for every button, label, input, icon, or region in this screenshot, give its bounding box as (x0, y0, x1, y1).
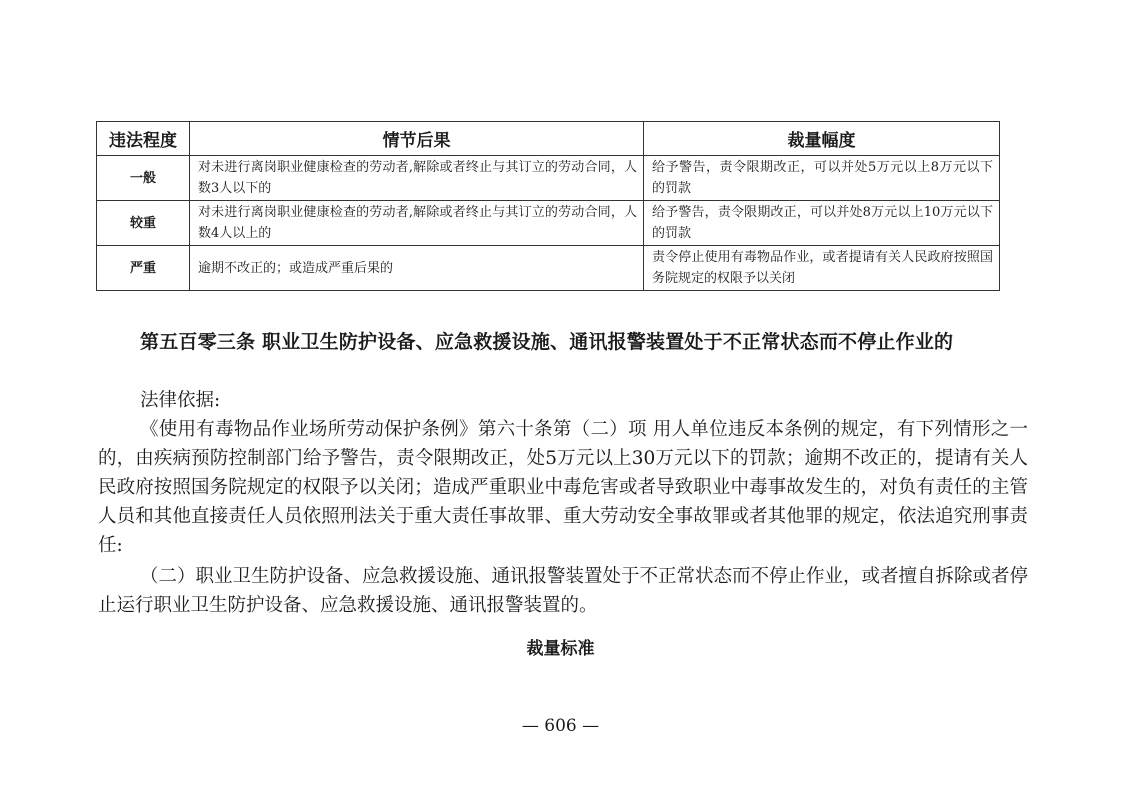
table-row (97, 246, 1000, 291)
table-row (97, 156, 1000, 201)
table-row (97, 201, 1000, 246)
row-circumstance: 逾期不改正的；或造成严重后果的 (190, 246, 644, 291)
regulation-item-text: （二）职业卫生防护设备、应急救援设施、通讯报警装置处于不正常状态而不停止作业，或者擅自拆除或者停止运行职业卫生防护设备、应急救援设施、通讯报警装置的。 (98, 566, 1029, 616)
row-circumstance: 对未进行离岗职业健康检查的劳动者,解除或者终止与其订立的劳动合同，人数4人以上的 (190, 201, 644, 246)
row-level: 一般 (97, 156, 190, 201)
discretion-standards-table (96, 121, 1000, 291)
row-penalty: 给予警告，责令限期改正，可以并处5万元以上8万元以下的罚款 (644, 156, 1000, 201)
header-violation-degree: 违法程度 (97, 122, 190, 156)
row-circumstance: 对未进行离岗职业健康检查的劳动者,解除或者终止与其订立的劳动合同，人数3人以下的 (190, 156, 644, 201)
table-header-row (97, 122, 1000, 156)
legal-basis-label: 法律依据: (140, 390, 221, 411)
regulation-text: 《使用有毒物品作业场所劳动保护条例》第六十条第（二）项 用人单位违反本条例的规定，有下列情形之一的，由疾病预防控制部门给予警告，责令限期改正，处5万元以上30万元以下的罚款；逾期不改正的，提请有关人民政府按照国务院规定的权限予以关闭；造成严重职业中毒危害或者导致职业中毒事故发生的，对负有责任的主管人员和其他直接责任人员依照刑法关于重大责任事故罪、重大劳动安全事故罪或者其他罪的规定，依法追究刑事责任: (98, 419, 1028, 556)
section-heading: 裁量标准 (526, 639, 595, 659)
article-title: 第五百零三条 职业卫生防护设备、应急救援设施、通讯报警装置处于不正常状态而不停止作业的 (140, 331, 954, 353)
row-penalty: 给予警告，责令限期改正，可以并处8万元以上10万元以下的罚款 (644, 201, 1000, 246)
page-number: — 606 — (521, 716, 600, 736)
row-level: 严重 (97, 246, 190, 291)
header-penalty-range: 裁量幅度 (644, 122, 1000, 156)
header-circumstance: 情节后果 (190, 122, 644, 156)
row-penalty: 责令停止使用有毒物品作业，或者提请有关人民政府按照国务院规定的权限予以关闭 (644, 246, 1000, 291)
row-level: 较重 (97, 201, 190, 246)
